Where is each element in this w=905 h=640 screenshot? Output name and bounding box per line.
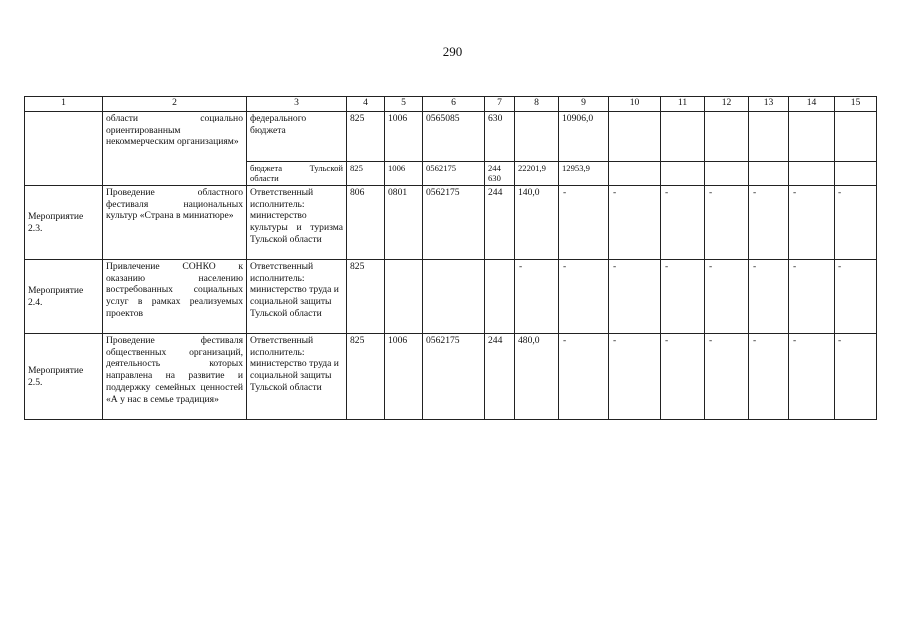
value-cell: - [789,260,835,334]
value-cell: - [609,334,661,420]
value-cell: - [705,260,749,334]
value-cell: - [749,186,789,260]
value-cell [789,162,835,186]
value-cell [835,112,877,162]
value-cell: - [661,260,705,334]
value-cell [661,112,705,162]
value-cell [705,162,749,186]
value-cell: - [559,260,609,334]
table-row [25,112,877,162]
activity-description: Привлечение СОНКО к оказанию населению востребованных социальных услуг в рамках реализуемых проектов [103,260,247,334]
value-cell: - [661,186,705,260]
header-cell: 6 [423,97,485,112]
value-cell [789,112,835,162]
expense-type-code: 244 630 [485,162,515,186]
value-cell [609,112,661,162]
value-cell [609,162,661,186]
target-article-code: 0565085 [423,112,485,162]
section-code: 1006 [385,162,423,186]
expense-type-code [485,260,515,334]
value-cell: 140,0 [515,186,559,260]
value-cell: - [749,334,789,420]
header-cell: 4 [347,97,385,112]
header-cell: 15 [835,97,877,112]
value-cell [705,112,749,162]
header-cell: 7 [485,97,515,112]
value-cell [661,162,705,186]
responsible-executor: Ответственный исполнитель: министерство труда и социальной защиты Тульской области [247,334,347,420]
value-cell: - [835,334,877,420]
expense-type-code: 630 [485,112,515,162]
grbs-code: 806 [347,186,385,260]
value-cell [835,162,877,186]
value-cell [515,112,559,162]
table-row [25,260,877,334]
value-cell: - [559,334,609,420]
target-article-code: 0562175 [423,186,485,260]
value-cell: - [835,186,877,260]
target-article-code: 0562175 [423,162,485,186]
activity-description: области социально ориентированным некоммерческим организациям» [103,112,247,186]
section-code [385,260,423,334]
activity-description: Проведение областного фестиваля национальных культур «Страна в миниатюре» [103,186,247,260]
section-code: 1006 [385,334,423,420]
header-cell: 5 [385,97,423,112]
grbs-code: 825 [347,260,385,334]
value-cell: - [749,260,789,334]
section-code: 0801 [385,186,423,260]
value-cell: - [609,186,661,260]
table-row [25,186,877,260]
value-cell: - [705,186,749,260]
header-cell: 14 [789,97,835,112]
activity-cell: Мероприятие 2.4. [25,260,103,334]
header-cell: 11 [661,97,705,112]
expense-type-code: 244 [485,334,515,420]
funding-source: федерального бюджета [247,112,347,162]
value-cell: - [789,334,835,420]
header-cell: 2 [103,97,247,112]
responsible-executor: Ответственный исполнитель: министерство культуры и туризма Тульской области [247,186,347,260]
grbs-code: 825 [347,334,385,420]
value-cell: - [705,334,749,420]
header-cell: 8 [515,97,559,112]
target-article-code: 0562175 [423,334,485,420]
header-cell: 1 [25,97,103,112]
header-cell: 12 [705,97,749,112]
header-cell: 3 [247,97,347,112]
header-cell: 9 [559,97,609,112]
header-cell: 10 [609,97,661,112]
value-cell: - [661,334,705,420]
activity-cell: Мероприятие 2.5. [25,334,103,420]
activity-description: Проведение фестиваля общественных организаций, деятельность которых направлена на развитие и поддержку семейных ценностей «А у нас в семье традиция» [103,334,247,420]
table-row [25,334,877,420]
responsible-executor: Ответственный исполнитель: министерство труда и социальной защиты Тульской области [247,260,347,334]
value-cell: - [609,260,661,334]
value-cell: 12953,9 [559,162,609,186]
target-article-code [423,260,485,334]
section-code: 1006 [385,112,423,162]
value-cell [749,162,789,186]
activity-cell [25,112,103,186]
value-cell [749,112,789,162]
value-cell: - [559,186,609,260]
budget-table [24,96,877,420]
page-number: 290 [442,44,463,59]
grbs-code: 825 [347,112,385,162]
grbs-code: 825 [347,162,385,186]
value-cell: 22201,9 [515,162,559,186]
value-cell: 480,0 [515,334,559,420]
value-cell: - [835,260,877,334]
header-row [25,97,877,112]
header-cell: 13 [749,97,789,112]
expense-type-code: 244 [485,186,515,260]
value-cell: - [789,186,835,260]
funding-source: бюджета Тульской области [247,162,347,186]
activity-cell: Мероприятие 2.3. [25,186,103,260]
value-cell: 10906,0 [559,112,609,162]
value-cell: - [515,260,559,334]
